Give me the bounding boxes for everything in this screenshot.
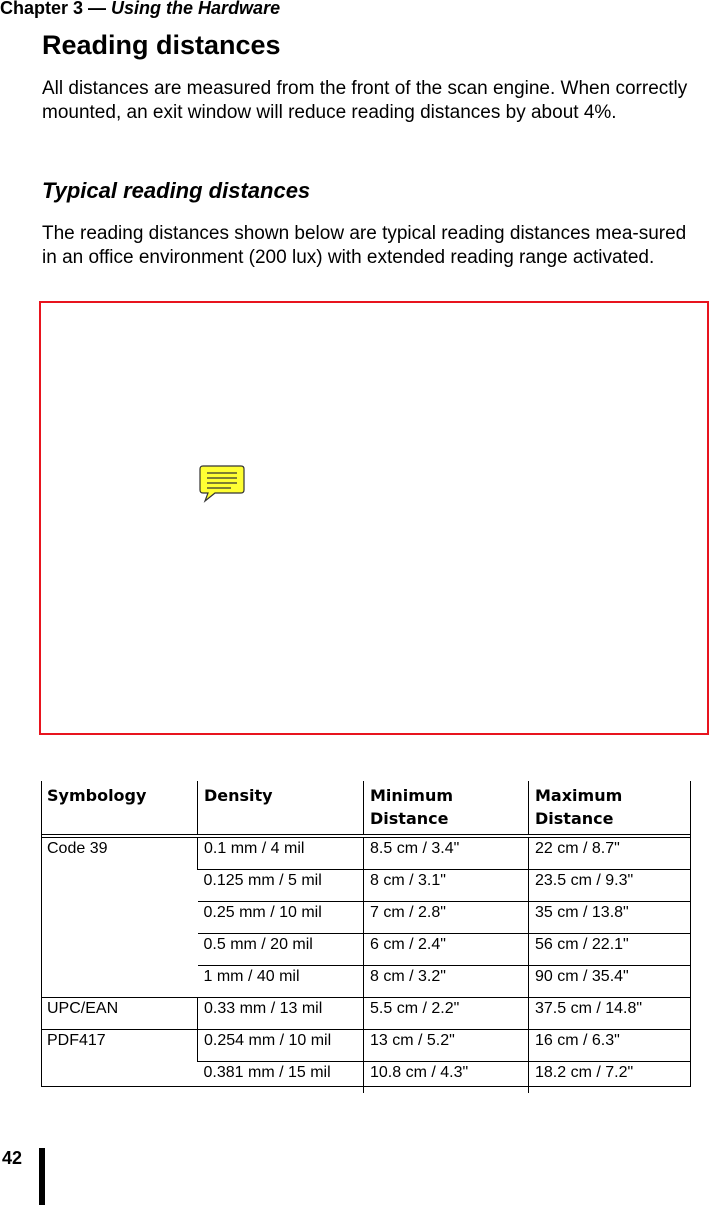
max-distance-cell: 18.2 cm / 7.2" [529,1062,692,1094]
col-header-density: Density [198,781,364,836]
max-distance-cell: 22 cm / 8.7" [529,836,692,870]
chapter-separator: — [83,0,112,18]
reading-distance-table [41,781,691,1093]
min-distance-cell: 7 cm / 2.8" [364,902,529,934]
density-cell: 1 mm / 40 mil [198,966,364,998]
table-row [41,836,691,870]
table-row [41,998,691,1030]
min-distance-cell: 13 cm / 5.2" [364,1030,529,1062]
density-cell: 0.125 mm / 5 mil [198,870,364,902]
min-distance-cell: 10.8 cm / 4.3" [364,1062,529,1094]
symbology-cell: PDF417 [41,1030,198,1094]
density-cell: 0.381 mm / 15 mil [198,1062,364,1094]
symbology-cell: Code 39 [41,836,198,998]
min-distance-cell: 8 cm / 3.1" [364,870,529,902]
section-heading: Reading distances [42,30,281,60]
max-distance-cell: 35 cm / 13.8" [529,902,692,934]
density-cell: 0.1 mm / 4 mil [198,836,364,870]
max-distance-cell: 16 cm / 6.3" [529,1030,692,1062]
chapter-title: Using the Hardware [111,0,281,18]
max-distance-cell: 23.5 cm / 9.3" [529,870,692,902]
table-row [41,1030,691,1062]
section-intro: All distances are measured from the front of the scan engine. When correctly mounted, an exit window will reduce reading distances by about 4%. [42,78,688,123]
max-distance-cell: 37.5 cm / 14.8" [529,998,692,1030]
density-cell: 0.5 mm / 20 mil [198,934,364,966]
figure-placeholder [39,301,709,735]
density-cell: 0.25 mm / 10 mil [198,902,364,934]
density-cell: 0.33 mm / 13 mil [198,998,364,1030]
min-distance-cell: 5.5 cm / 2.2" [364,998,529,1030]
note-icon[interactable] [199,465,245,503]
page-number-bar [39,1148,45,1205]
min-distance-cell: 6 cm / 2.4" [364,934,529,966]
col-header-minimum-distance: Minimum Distance [364,781,529,836]
subsection-text: The reading distances shown below are typical reading distances mea-sured in an office environment (200 lux) with extended reading range activated. [42,223,687,268]
table-header-row [41,781,691,836]
min-distance-cell: 8 cm / 3.2" [364,966,529,998]
max-distance-cell: 56 cm / 22.1" [529,934,692,966]
chapter-label: Chapter 3 [0,0,84,18]
col-header-symbology: Symbology [41,781,198,836]
symbology-cell: UPC/EAN [41,998,198,1030]
col-header-maximum-distance: Maximum Distance [529,781,692,836]
page-number: 42 [2,1148,23,1168]
subsection-heading: Typical reading distances [42,178,311,203]
density-cell: 0.254 mm / 10 mil [198,1030,364,1062]
min-distance-cell: 8.5 cm / 3.4" [364,836,529,870]
chapter-header [0,0,280,19]
max-distance-cell: 90 cm / 35.4" [529,966,692,998]
